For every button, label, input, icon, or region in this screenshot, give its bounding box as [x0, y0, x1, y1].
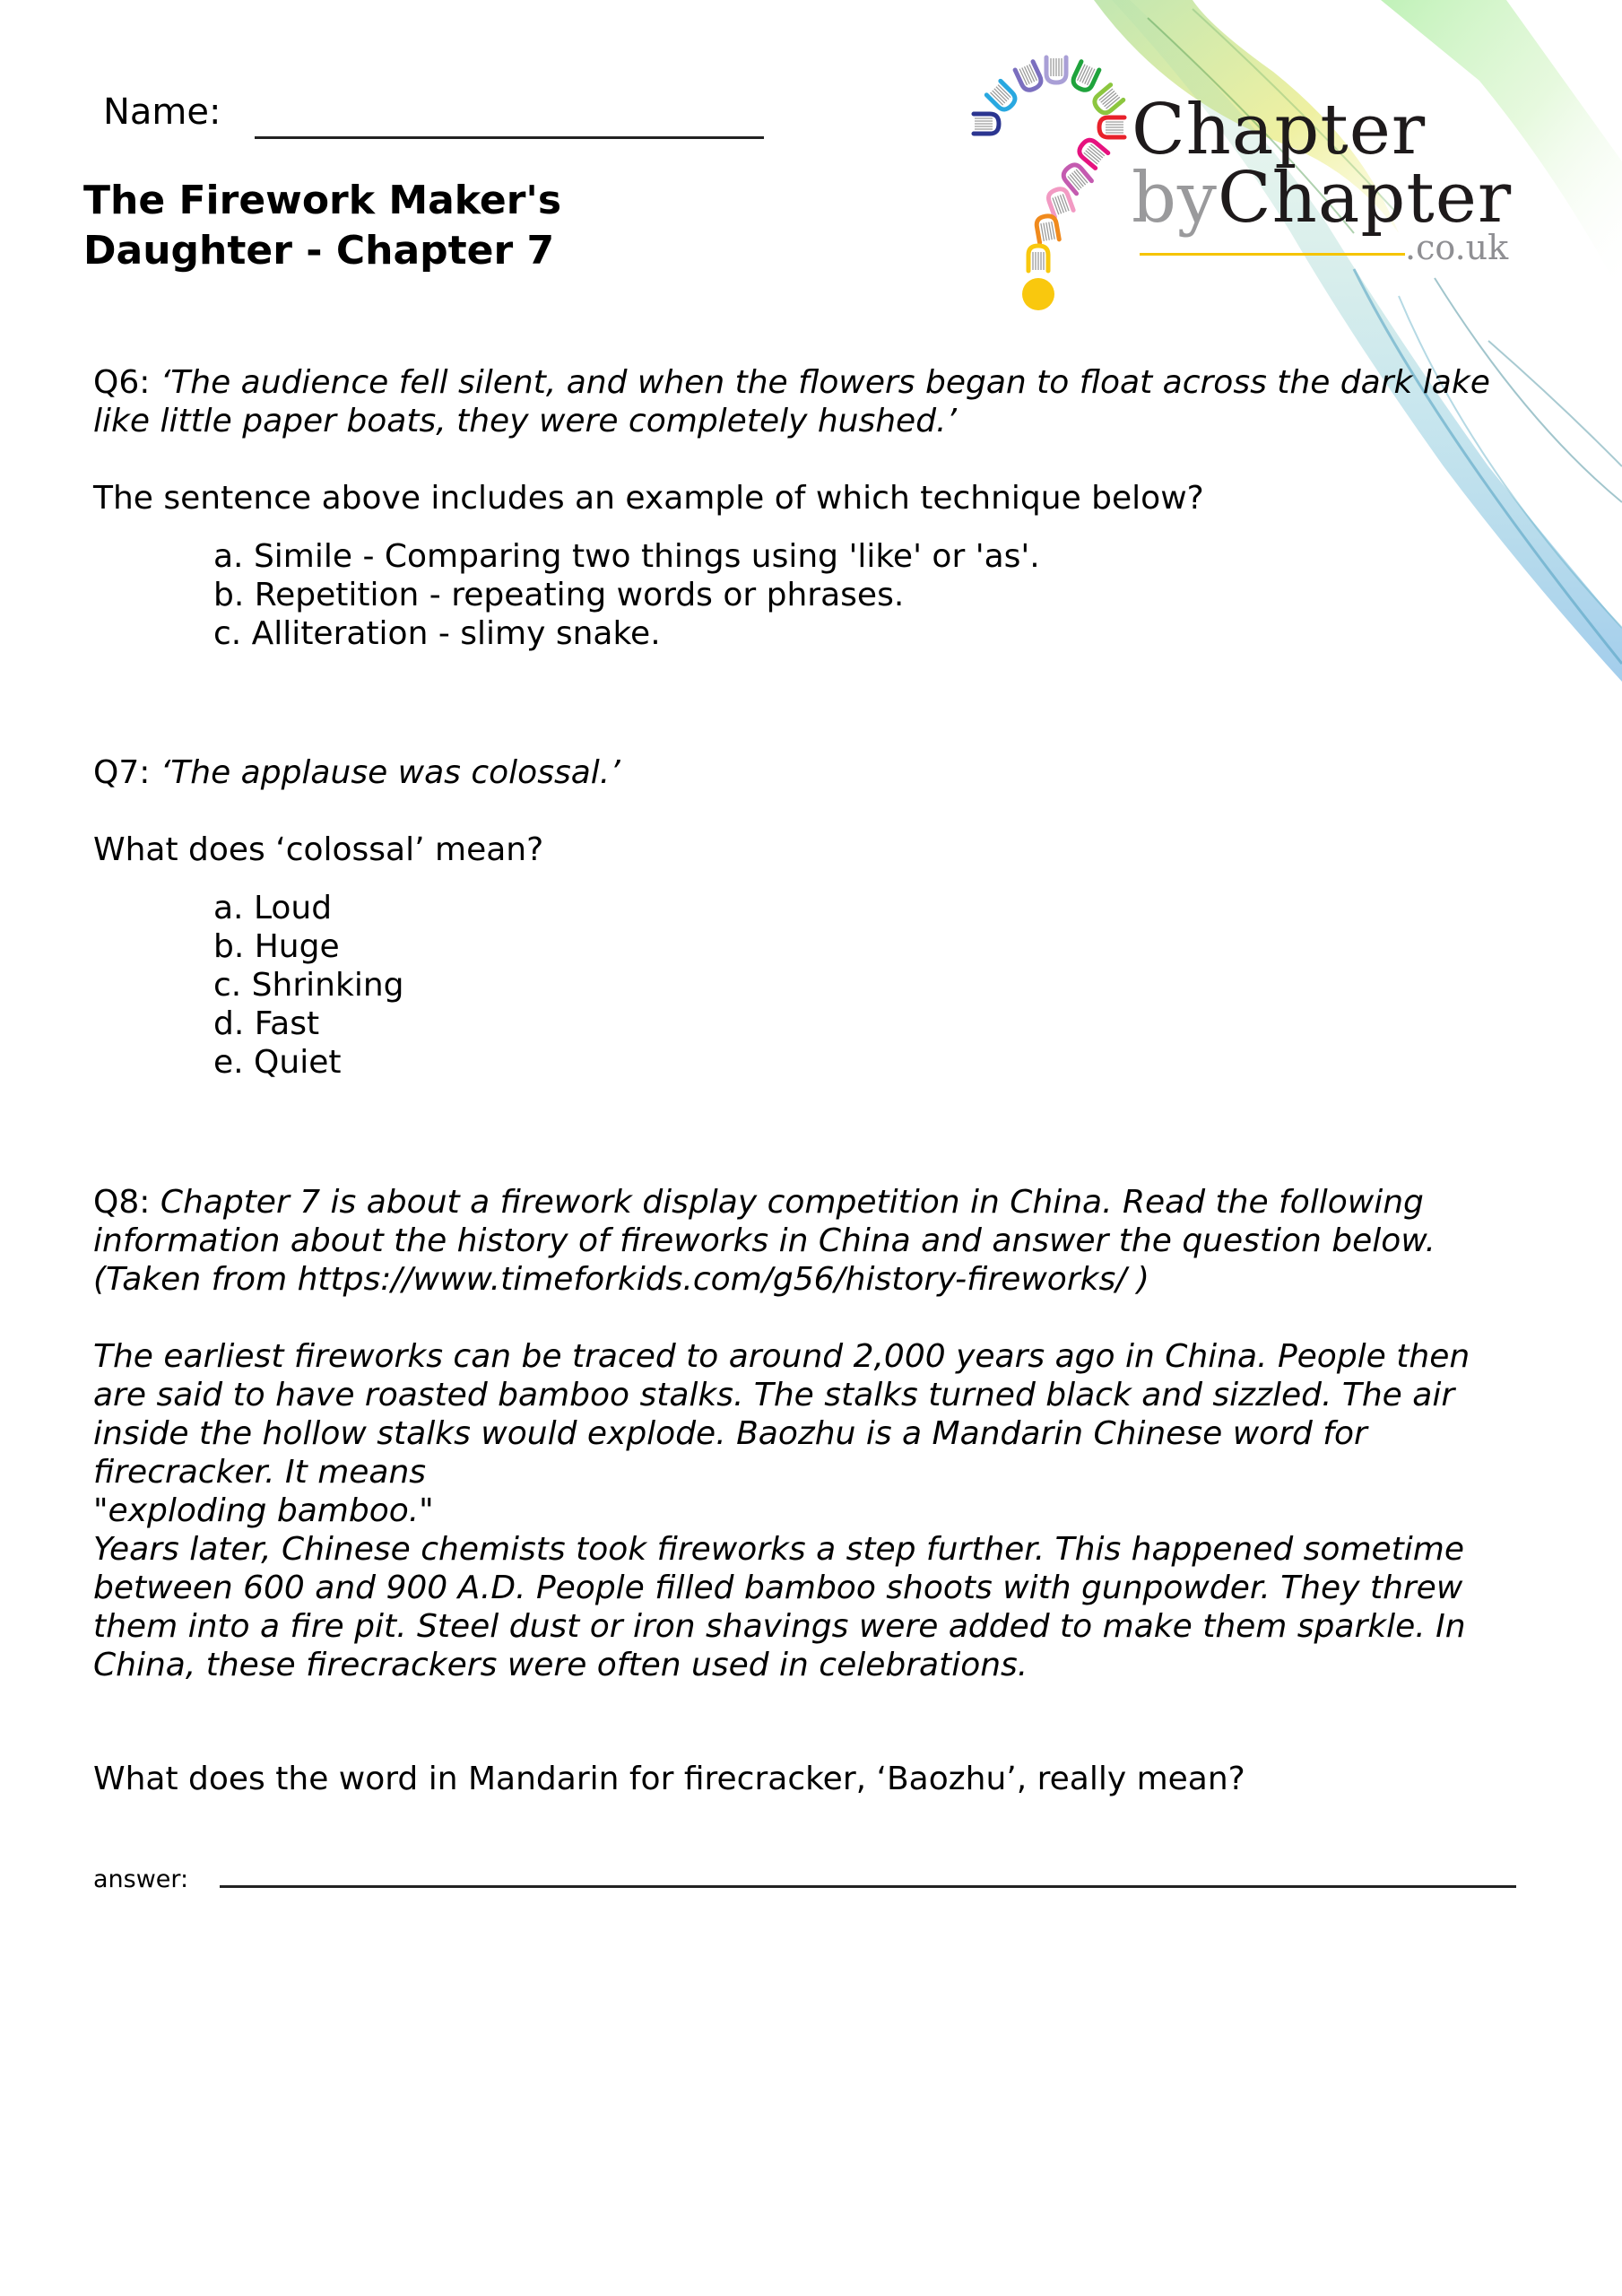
logo-text-by: by — [1132, 158, 1218, 239]
q7-label: Q7: — [93, 754, 151, 791]
q7-quote: ‘The applause was colossal.’ — [160, 754, 620, 791]
q8-intro-line-1 — [93, 1183, 1424, 1222]
q8-source-citation: (Taken from https://www.timeforkids.com/g56/history-fireworks/ ) — [93, 1261, 1149, 1298]
q7-option-a[interactable]: a. Loud — [213, 890, 333, 926]
answer-label: answer: — [93, 1866, 189, 1893]
q6-label: Q6: — [93, 364, 151, 401]
q7-question — [93, 753, 620, 792]
q6-option-c[interactable]: c. Alliteration - slimy snake. — [213, 615, 661, 652]
answer-input-line[interactable] — [220, 1885, 1516, 1888]
logo-book-4 — [1046, 57, 1066, 83]
q8-passage-line-1: The earliest fireworks can be traced to around 2,000 years ago in China. People then — [93, 1338, 1470, 1375]
name-label: Name: — [103, 91, 221, 133]
q8-passage-line-9: China, these firecrackers were often used in celebrations. — [93, 1647, 1028, 1683]
q7-option-c[interactable]: c. Shrinking — [213, 967, 404, 1004]
q6-option-b[interactable]: b. Repetition - repeating words or phrases. — [213, 577, 905, 613]
q7-option-e[interactable]: e. Quiet — [213, 1044, 342, 1081]
q8-intro-text-1: Chapter 7 is about a firework display competition in China. Read the following — [160, 1184, 1424, 1221]
q8-passage-line-8: them into a fire pit. Steel dust or iron shavings were added to make them sparkle. In — [93, 1608, 1466, 1645]
q6-option-a[interactable]: a. Simile - Comparing two things using 'like' or 'as'. — [213, 538, 1040, 575]
q8-passage-line-4: firecracker. It means — [93, 1454, 427, 1491]
q8-passage-line-6: Years later, Chinese chemists took fireworks a step further. This happened sometime — [93, 1531, 1464, 1568]
logo-text-chapter-2: Chapter — [1218, 158, 1513, 239]
q8-passage-line-7: between 600 and 900 A.D. People filled bamboo shoots with gunpowder. They threw — [93, 1570, 1463, 1606]
logo-book-7 — [1099, 117, 1124, 137]
logo-book-3 — [1015, 62, 1044, 93]
logo-underline — [1140, 253, 1405, 256]
title-line-1: The Firework Maker's — [83, 178, 562, 223]
q8-intro-line-2: information about the history of fireworks in China and answer the question below. — [93, 1222, 1436, 1259]
logo-dot — [1022, 278, 1054, 310]
worksheet-title — [83, 176, 639, 276]
logo-book-10 — [1046, 187, 1073, 217]
name-input-line[interactable] — [255, 136, 764, 139]
q6-question — [93, 363, 1490, 402]
logo-book-8 — [1076, 137, 1108, 169]
logo-book-2 — [986, 81, 1018, 112]
q7-option-d[interactable]: d. Fast — [213, 1005, 320, 1042]
q7-prompt: What does ‘colossal’ mean? — [93, 831, 544, 868]
q8-label: Q8: — [93, 1184, 151, 1221]
q7-option-b[interactable]: b. Huge — [213, 928, 340, 965]
q8-passage-line-5: "exploding bamboo." — [93, 1492, 434, 1529]
logo-text-bychapter — [1132, 158, 1512, 239]
logo-book-6 — [1091, 85, 1123, 117]
logo-domain: .co.uk — [1405, 228, 1509, 267]
logo-book-11 — [1036, 214, 1060, 242]
title-line-2: Daughter - Chapter 7 — [83, 228, 555, 274]
logo-book-1 — [974, 114, 999, 134]
logo-book-5 — [1071, 62, 1099, 93]
logo-text-chapter: Chapter — [1132, 90, 1427, 170]
q8-passage-line-2: are said to have roasted bamboo stalks. The stalks turned black and sizzled. The air — [93, 1377, 1455, 1413]
q6-quote-line-1: ‘The audience fell silent, and when the flowers began to float across the dark lake — [160, 364, 1490, 401]
q8-passage-line-3: inside the hollow stalks would explode. Baozhu is a Mandarin Chinese word for — [93, 1415, 1367, 1452]
q6-prompt: The sentence above includes an example of which technique below? — [93, 480, 1204, 517]
logo-book-12 — [1028, 246, 1048, 271]
q6-quote-line-2: like little paper boats, they were completely hushed.’ — [93, 403, 957, 439]
q8-prompt: What does the word in Mandarin for firecracker, ‘Baozhu’, really mean? — [93, 1761, 1245, 1797]
question-mark-books-logo-icon — [959, 54, 1157, 314]
